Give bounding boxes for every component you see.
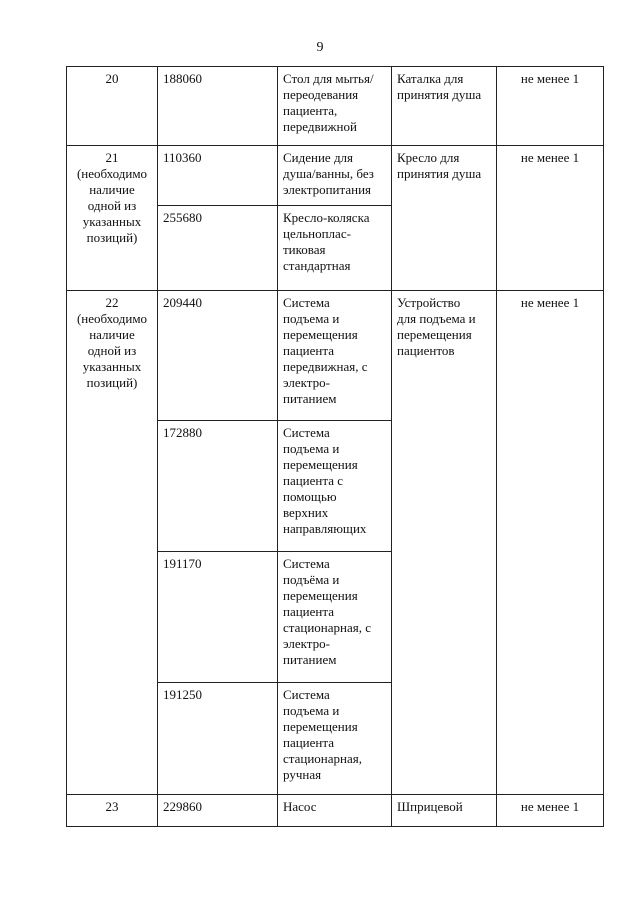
name-cell: Кресло-коляска цельноплас- тиковая стандартная — [278, 206, 392, 291]
quantity-cell: не менее 1 — [497, 146, 604, 291]
name-cell: Стол для мытья/ переодевания пациента, передвижной — [278, 67, 392, 146]
name-cell: Система подъема и перемещения пациента с помощью верхних направляющих — [278, 421, 392, 552]
name-cell: Система подъёма и перемещения пациента стационарная, с электро- питанием — [278, 552, 392, 683]
row-number-cell: 20 — [67, 67, 158, 146]
table-row — [67, 795, 604, 827]
code-cell: 209440 — [158, 291, 278, 421]
page-number: 9 — [316, 40, 324, 55]
type-cell: Каталка для принятия душа — [392, 67, 497, 146]
table-row — [67, 291, 604, 421]
code-cell: 172880 — [158, 421, 278, 552]
row-number-cell: 23 — [67, 795, 158, 827]
name-cell: Система подъема и перемещения пациента стационарная, ручная — [278, 683, 392, 795]
quantity-cell: не менее 1 — [497, 795, 604, 827]
table-row — [67, 67, 604, 146]
type-cell: Шприцевой — [392, 795, 497, 827]
row-number-cell: 21 (необходимо наличие одной из указанных позиций) — [67, 146, 158, 291]
code-cell: 110360 — [158, 146, 278, 206]
code-cell: 191250 — [158, 683, 278, 795]
table-row — [67, 146, 604, 206]
code-cell: 191170 — [158, 552, 278, 683]
name-cell: Система подъема и перемещения пациента передвижная, с электро- питанием — [278, 291, 392, 421]
type-cell: Устройство для подъема и перемещения пациентов — [392, 291, 497, 795]
name-cell: Сидение для душа/ванны, без электропитания — [278, 146, 392, 206]
code-cell: 255680 — [158, 206, 278, 291]
row-number-cell: 22 (необходимо наличие одной из указанных позиций) — [67, 291, 158, 795]
code-cell: 229860 — [158, 795, 278, 827]
equipment-table — [66, 66, 604, 827]
quantity-cell: не менее 1 — [497, 291, 604, 795]
quantity-cell: не менее 1 — [497, 67, 604, 146]
name-cell: Насос — [278, 795, 392, 827]
code-cell: 188060 — [158, 67, 278, 146]
type-cell: Кресло для принятия душа — [392, 146, 497, 291]
